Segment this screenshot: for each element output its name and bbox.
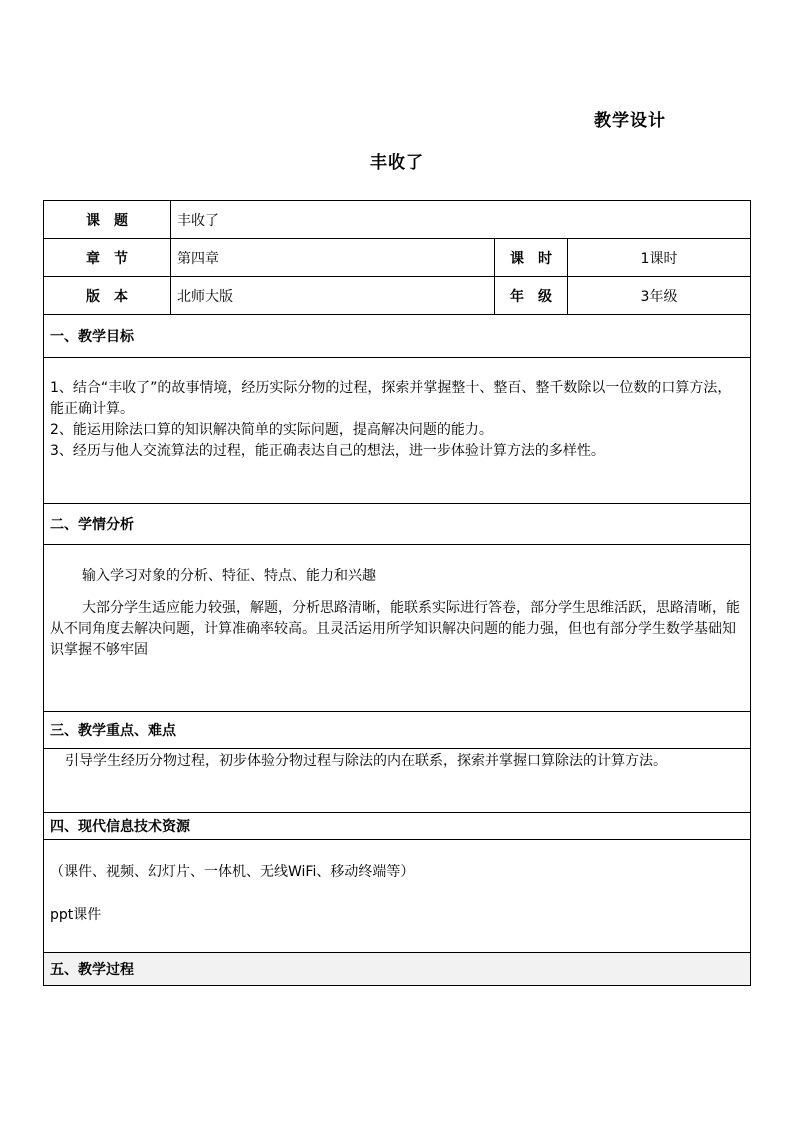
resources-heading-row (44, 813, 751, 840)
resources-heading: 四、现代信息技术资源 (44, 813, 751, 840)
goals-body-row (44, 358, 751, 504)
key-points-heading: 三、教学重点、难点 (44, 712, 751, 749)
goals-heading: 一、教学目标 (44, 315, 751, 358)
chapter-row (44, 239, 751, 277)
analysis-heading: 二、学情分析 (44, 504, 751, 545)
edition-label: 版 本 (44, 277, 171, 315)
period-value: 1课时 (568, 239, 751, 277)
analysis-heading-row (44, 504, 751, 545)
edition-value: 北师大版 (171, 277, 495, 315)
analysis-body (44, 545, 751, 712)
key-points-body (44, 749, 751, 813)
process-heading: 五、教学过程 (44, 953, 751, 986)
document-type-heading: 教学设计 (594, 111, 666, 131)
analysis-text: 大部分学生适应能力较强，解题，分析思路清晰，能联系实际进行答卷，部分学生思维活跃，思路清晰，能从不同角度去解决问题，计算准确率较高。且灵活运用所学知识解决问题的能力强，但也有部分学生数学基础知识掌握不够牢固 (50, 600, 740, 658)
period-label: 课 时 (495, 239, 568, 277)
edition-row (44, 277, 751, 315)
topic-label: 课 题 (44, 201, 171, 239)
lesson-title: 丰收了 (370, 153, 424, 173)
grade-value: 3年级 (568, 277, 751, 315)
chapter-value: 第四章 (171, 239, 495, 277)
goal-item: 1、结合“丰收了”的故事情境，经历实际分物的过程，探索并掌握整十、整百、整千数除以一位数的口算方法，能正确计算。 (50, 380, 732, 417)
resources-body (44, 840, 751, 953)
process-heading-row (44, 953, 751, 986)
resources-hint: （课件、视频、幻灯片、一体机、无线WiFi、移动终端等） (50, 864, 415, 880)
goals-heading-row (44, 315, 751, 358)
goals-body (44, 358, 751, 504)
resources-value: ppt课件 (50, 907, 102, 923)
topic-row (44, 201, 751, 239)
lesson-plan-table (43, 200, 751, 986)
chapter-label: 章 节 (44, 239, 171, 277)
key-points-body-row (44, 749, 751, 813)
analysis-prompt: 输入学习对象的分析、特征、特点、能力和兴趣 (82, 568, 376, 584)
resources-body-row (44, 840, 751, 953)
goal-item: 2、能运用除法口算的知识解决简单的实际问题，提高解决问题的能力。 (50, 422, 493, 438)
key-points-text: 引导学生经历分物过程，初步体验分物过程与除法的内在联系，探索并掌握口算除法的计算方法。 (65, 753, 667, 769)
analysis-body-row (44, 545, 751, 712)
key-points-heading-row (44, 712, 751, 749)
goal-item: 3、经历与他人交流算法的过程，能正确表达自己的想法，进一步体验计算方法的多样性。 (50, 443, 605, 459)
grade-label: 年 级 (495, 277, 568, 315)
topic-value: 丰收了 (171, 201, 751, 239)
